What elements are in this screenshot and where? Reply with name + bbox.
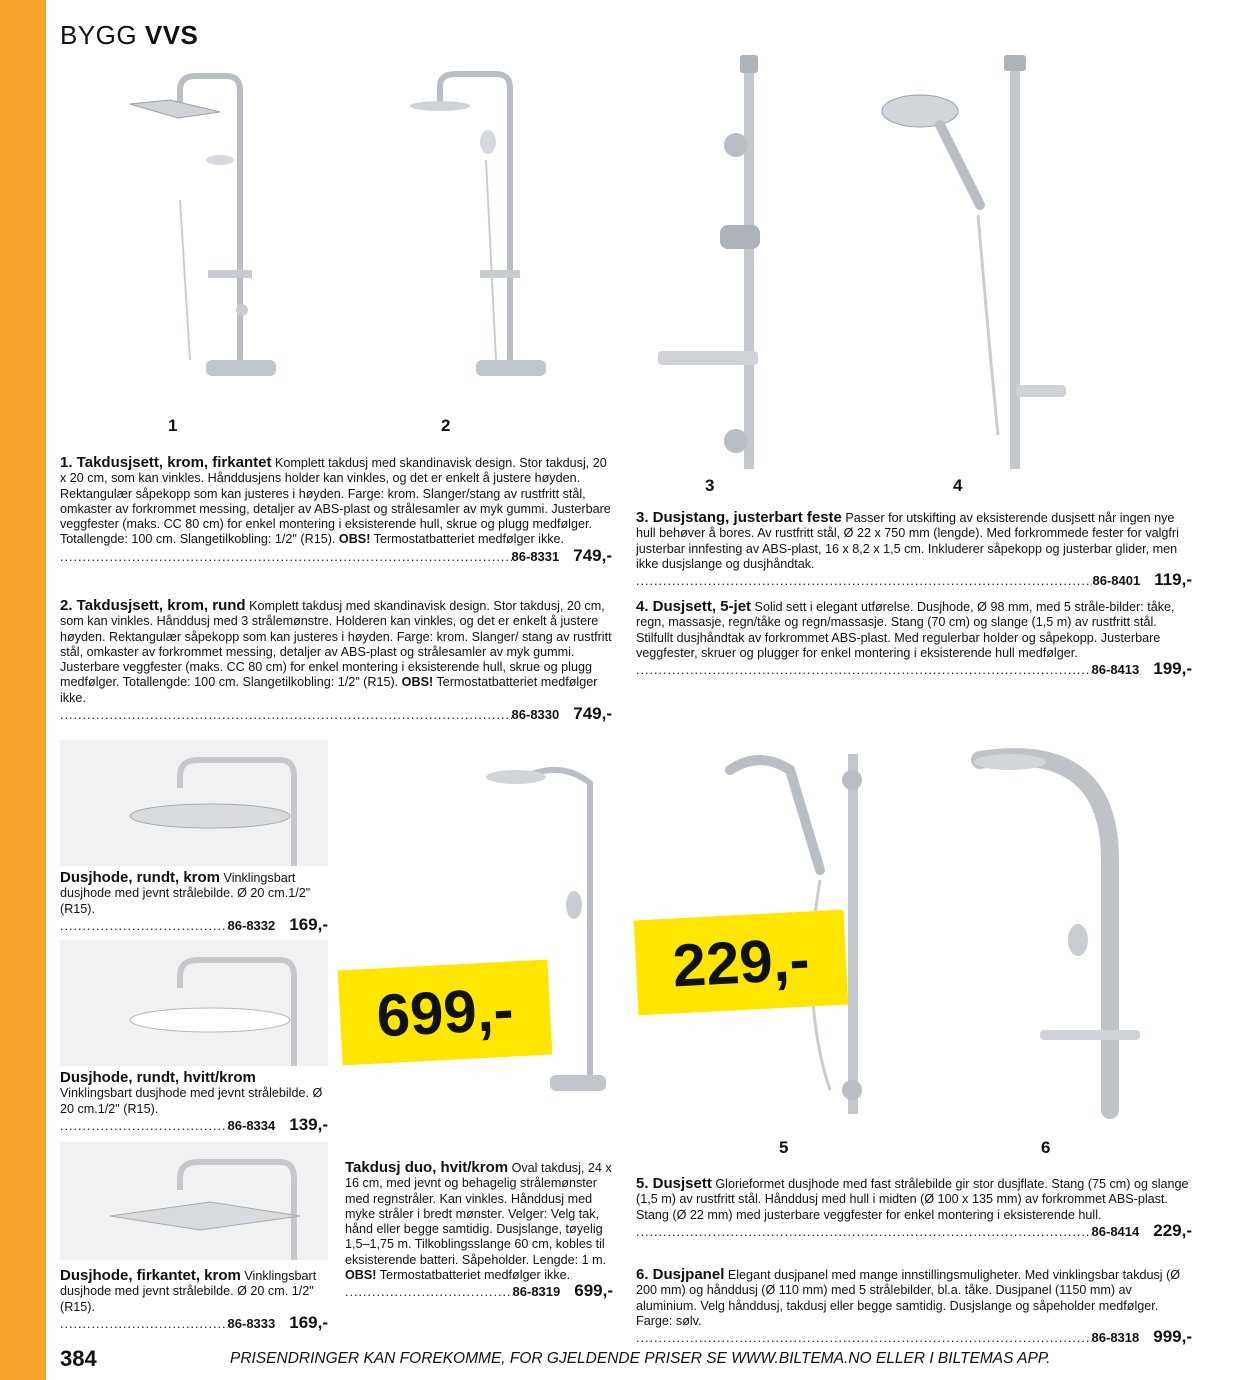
product-image-3 (650, 55, 790, 475)
price-row (60, 914, 328, 934)
image-number-5: 5 (779, 1138, 789, 1157)
product-image-shower-head-square (60, 1142, 328, 1260)
product-block-shower-head-square (60, 1268, 328, 1332)
price-row (60, 706, 612, 723)
product-description: Oval takdusj, 24 x 16 cm, med jevnt og behagelig strålemønster med regnstråler. Kan vinkles. Hånddusj med myke stråler i bredt mønster. Velger: Velg tak, hånd eller begge samtidig. Dusjslange, tøyelig 1,5–1,75 m. Tilkoblingsslange 60 cm, kobles til eksisterende batteri. Såpeholder. Lengde: 1 m. (345, 1161, 612, 1267)
article-number: 86-8318 (1091, 1330, 1140, 1346)
product-image-6 (960, 740, 1160, 1125)
category-label: BYGG (60, 20, 138, 50)
product-image-takdusj-duo (480, 755, 610, 1140)
product-block-6 (636, 1267, 1192, 1346)
product-note: Termostatbatteriet medfølger ikke. (373, 532, 565, 547)
product-title: Takdusj duo, hvit/krom (345, 1159, 509, 1176)
product-block-shower-head-round-white (60, 1070, 328, 1134)
product-description: Elegant dusjpanel med mange innstillingsmuligheter. Med vinklingsbar takdusj (Ø 200 mm) og hånddusj (Ø 110 mm) med 5 strålebilder, bl.a. tåke. Dusjpanel (1150 mm) av aluminium. Velg hånddusj, takdusj eller begge samtidig. Dusjslange og såpeholder medfølger. Farge: sølv. (636, 1268, 1181, 1328)
image-number-1: 1 (168, 416, 178, 435)
price: 139,- (289, 1114, 328, 1134)
product-description: Glorieformet dusjhode med fast strålebilde gir stor dusjflate. Stang (75 cm) og slange (1,5 m) av rustfritt stål. Hånddusj med hull i midten (Ø 100 x 135 mm) av forkrommet ABS-plast. Stang (Ø 22 mm) med justerbare veggfester for enkel montering i eksisterende hull. (636, 1177, 1189, 1222)
page-footer (60, 1346, 1230, 1372)
article-number: 86-8331 (511, 548, 560, 564)
product-block-takdusj-duo (345, 1160, 613, 1301)
price-badge-229: 229,- (634, 910, 849, 1016)
price-badge-699: 699,- (338, 960, 553, 1066)
product-title: 5. Dusjsett (636, 1175, 712, 1192)
price-row (636, 572, 1192, 589)
article-number: 86-8334 (227, 1117, 276, 1133)
price-row (60, 1312, 328, 1332)
price: 199,- (1153, 659, 1192, 679)
product-image-shower-head-round-white (60, 940, 328, 1066)
product-note: Termostatbatteriet medfølger ikke. (379, 1268, 571, 1283)
obs-label: OBS! (401, 675, 434, 690)
article-number: 86-8332 (227, 917, 276, 933)
product-title: 1. Takdusjsett, krom, firkantet (60, 454, 272, 471)
price: 999,- (1153, 1327, 1192, 1347)
product-block-shower-head-round-chrome (60, 870, 328, 934)
price-row (345, 1283, 613, 1300)
orange-edge-strip (0, 0, 46, 1380)
page-number: 384 (60, 1346, 97, 1371)
product-title: 4. Dusjsett, 5-jet (636, 598, 752, 615)
price: 169,- (289, 1312, 328, 1332)
product-image-2 (400, 60, 550, 405)
image-number-6: 6 (1041, 1138, 1051, 1157)
product-note: Termostatbatteriet medfølger ikke. (60, 675, 598, 705)
product-description: Komplett takdusj med skandinavisk design. Stor takdusj, 20 x 20 cm, som kan vinkles. Hånddusjens holder kan vinkles, og det er enkelt å justere høyden. Rektangulær såpekopp som kan justeres i høyden. Farge: krom. Slanger/stang av rustfritt stål, omkaster av forkrommet messing, detaljer av ABS-plast og strålesamler av myk gummi. Justerbare veggfester (maks. CC 80 cm) for enkel montering i eksisterende hull, skrue og plugg medfølger. Totallengde: 100 cm. Slangetilkobling: 1/2" (R15). (60, 456, 611, 547)
product-block-1 (60, 455, 612, 565)
product-block-4 (636, 599, 1192, 678)
image-number-4: 4 (953, 476, 963, 495)
price-row (60, 1114, 328, 1134)
article-number: 86-8401 (1092, 573, 1141, 589)
product-title: Dusjhode, rundt, hvitt/krom (60, 1069, 256, 1086)
image-number-3: 3 (705, 476, 715, 495)
product-description: Passer for utskifting av eksisterende dusjsett når ingen nye hull behøver å bores. Av rustfritt stål, Ø 22 x 750 mm (lengde). Med forkrommede fester for valgfri justerbar innfesting av ABS-plast, 16 x 8,2 x 1,5 cm. Inkluderer såpekopp og justerbar glider, men ikke dusjslange og dusjhåndtak. (636, 511, 1179, 571)
product-title: 2. Takdusjsett, krom, rund (60, 597, 246, 614)
product-description: Vinklingsbart dusjhode med jevnt strålebilde. Ø 20 cm. 1/2" (R15). (60, 1269, 317, 1314)
product-image-4 (870, 55, 1070, 480)
product-title: 3. Dusjstang, justerbart feste (636, 509, 842, 526)
obs-label: OBS! (338, 532, 371, 547)
article-number: 86-8414 (1091, 1223, 1140, 1239)
product-block-2 (60, 598, 612, 723)
subcategory-label: VVS (144, 20, 199, 50)
price: 169,- (289, 914, 328, 934)
product-block-5 (636, 1176, 1192, 1240)
image-number-2: 2 (441, 416, 451, 435)
product-block-3 (636, 510, 1192, 589)
price: 749,- (573, 545, 612, 565)
section-header (60, 20, 198, 51)
product-description: Solid sett i elegant utførelse. Dusjhode, Ø 98 mm, med 5 stråle-bilder: tåke, regn, massasje, regn/tåke og regn/massasje. Stang (70 cm) og slange (1,5 m) av rustfritt stål. Stilfullt dusjhåndtak av forkrommet ABS-plast. Med regulerbar holder og såpekopp. Justerbare veggfester, skruer og plugger for enkel montering i eksisterende hull medfølger. (636, 600, 1175, 660)
product-title: 6. Dusjpanel (636, 1266, 725, 1283)
product-description: Vinklingsbart dusjhode med jevnt strålebilde. Ø 20 cm.1/2" (R15). (60, 1086, 323, 1116)
product-description: Vinklingsbart dusjhode med jevnt strålebilde. Ø 20 cm.1/2" (R15). (60, 871, 311, 916)
product-title: Dusjhode, rundt, krom (60, 869, 221, 886)
price-row (636, 1220, 1192, 1240)
price-row (60, 545, 612, 565)
price-change-notice: PRISENDRINGER KAN FOREKOMME, FOR GJELDENDE PRISER SE WWW.BILTEMA.NO ELLER I BILTEMAS APP. (230, 1350, 1051, 1367)
article-number: 86-8413 (1091, 662, 1140, 678)
price-row (636, 1329, 1192, 1346)
price: 229,- (1153, 1220, 1192, 1240)
article-number: 86-8330 (511, 707, 560, 723)
product-image-1 (120, 60, 280, 405)
product-description: Komplett takdusj med skandinavisk design. Stor takdusj, 20 cm, som kan vinkles. Hånddusj med 3 strålemønstre. Holderen kan vinkles, og det er enkelt å justere høyden. Rektangulær såpekopp som kan justeres i høyden. Farge: krom. Slanger/ stang av rustfritt stål, omkaster av forkrommet messing, detaljer av ABS-plast og strålesamler av myk gummi. Justerbare veggfester (maks. CC 80 cm) for enkel montering i eksisterende hull, skrue og plugg medfølger. Totallengde: 100 cm. Slangetilkobling: 1/2" (R15). (60, 599, 612, 690)
article-number: 86-8319 (512, 1284, 561, 1300)
obs-label: OBS! (345, 1268, 377, 1283)
price: 749,- (573, 704, 612, 724)
price: 119,- (1154, 570, 1192, 590)
article-number: 86-8333 (227, 1315, 276, 1331)
product-title: Dusjhode, firkantet, krom (60, 1267, 241, 1284)
product-image-shower-head-round-chrome (60, 740, 328, 866)
price: 699,- (574, 1281, 613, 1301)
price-row (636, 661, 1192, 678)
